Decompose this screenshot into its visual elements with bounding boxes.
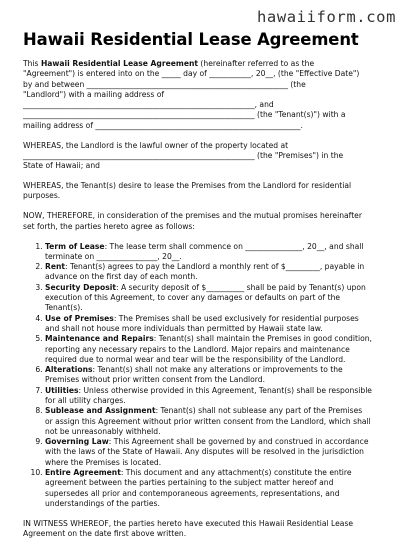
term-text: not be unreasonably withheld. [45,426,161,436]
term-item [45,283,401,314]
intro-paragraph [23,59,401,131]
term-text: supersedes all prior and contemporaneous agreements, representations, and [45,488,340,498]
term-heading: Governing Law [45,437,109,447]
terms-list [23,242,401,510]
term-text: for all utility charges. [45,395,126,405]
term-text: terminate on ________________, 20__. [45,251,182,261]
term-heading: Term of Lease [45,241,105,251]
term-text: execution of this Agreement, to cover any damages or defaults on part of the [45,293,341,303]
term-text: : This document and any attachment(s) constitute the entire [120,468,352,478]
term-text: : The Premises shall be used exclusively for residential purposes [113,313,359,323]
intro-line: _____________________________________________________________, and [23,100,274,110]
term-heading: Entire Agreement [45,468,121,478]
term-item [45,262,401,283]
witness-line: IN WITNESS WHEREOF, the parties hereto have executed this Hawaii Residential Lease [23,518,354,528]
term-heading: Use of Premises [45,313,114,323]
term-heading: Rent [45,262,66,272]
document-title: Hawaii Residential Lease Agreement [23,30,359,49]
whereas-line: _____________________________________________________________ (the "Premises") in the [23,150,344,160]
now-line: NOW, THEREFORE, in consideration of the premises and the mutual promises hereinafter [23,211,362,221]
intro-line: "Agreement") is entered into on the _____ day of ___________, 20__, (the "Effective Date") [23,69,360,79]
term-text: or assign this Agreement without prior written consent from the Landlord, which shall [45,416,371,426]
term-text: : This Agreement shall be governed by and construed in accordance [108,437,369,447]
now-line: set forth, the parties hereto agree as follows: [23,221,195,231]
intro-text: This [23,59,41,68]
term-text: advance on the first day of each month. [45,272,198,282]
term-text: : Tenant(s) shall not make any alterations or improvements to the [92,365,343,375]
intro-title-bold: Hawaii Residential Lease Agreement [40,59,199,68]
document-body [23,59,401,549]
term-heading: Security Deposit [45,282,116,292]
term-text: : Unless otherwise provided in this Agreement, Tenant(s) shall be responsible [78,385,372,395]
term-item [45,365,401,386]
intro-line: _____________________________________________________________ (the "Tenant(s)") with a [23,110,346,120]
whereas-line: purposes. [23,191,61,201]
term-text: with the laws of the State of Hawaii. Any disputes will be resolved in the jurisdiction [45,447,364,457]
term-item [45,406,401,437]
term-text: understandings of the parties. [45,498,160,508]
term-heading: Maintenance and Repairs [45,334,154,344]
term-item [45,334,401,365]
whereas-line: WHEREAS, the Landlord is the lawful owner of the property located at [23,140,289,150]
intro-text: (hereinafter referred to as the [198,59,315,68]
witness-paragraph [23,519,401,540]
whereas-line: WHEREAS, the Tenant(s) desire to lease the Premises from the Landlord for residential [23,181,352,191]
intro-line: mailing address of ______________________________________________________. [23,120,303,130]
term-item [45,437,401,468]
witness-line: Agreement on the date first above written. [23,529,187,539]
site-watermark: hawaiiform.com [256,8,396,26]
term-text: Tenant(s). [45,303,83,313]
term-text: : The lease term shall commence on _______________, 20__, and shall [104,241,364,251]
term-heading: Alterations [45,365,93,375]
term-item [45,468,401,509]
intro-line: by and between _____________________________________________________ (the [23,79,306,89]
term-text: where the Premises is located. [45,457,162,467]
term-text: and shall not house more individuals than permitted by Hawaii state law. [45,323,323,333]
term-text: : Tenant(s) shall not sublease any part of the Premises [155,406,363,416]
term-heading: Sublease and Assignment [45,406,156,416]
term-text: : A security deposit of $__________ shall be paid by Tenant(s) upon [115,282,366,292]
term-item [45,386,401,407]
term-text: agreement between the parties pertaining to the subject matter hereof and [45,478,334,488]
term-text: : Tenant(s) shall maintain the Premises in good condition, [153,334,372,344]
now-therefore-paragraph [23,211,401,232]
term-item [45,242,401,263]
term-item [45,314,401,335]
term-heading: Utilities [45,385,79,395]
whereas-tenant-paragraph [23,181,401,202]
term-text: Premises without prior written consent from the Landlord. [45,375,265,385]
term-text: : Tenant(s) agrees to pay the Landlord a monthly rent of $_________, payable in [65,262,365,272]
term-text: reporting any necessary repairs to the Landlord. Major repairs and maintenance [45,344,350,354]
term-text: required due to normal wear and tear will be the responsibility of the Landlord. [45,354,346,364]
whereas-line: State of Hawaii; and [23,161,100,171]
intro-line: "Landlord") with a mailing address of [23,89,165,99]
whereas-owner-paragraph [23,141,401,172]
